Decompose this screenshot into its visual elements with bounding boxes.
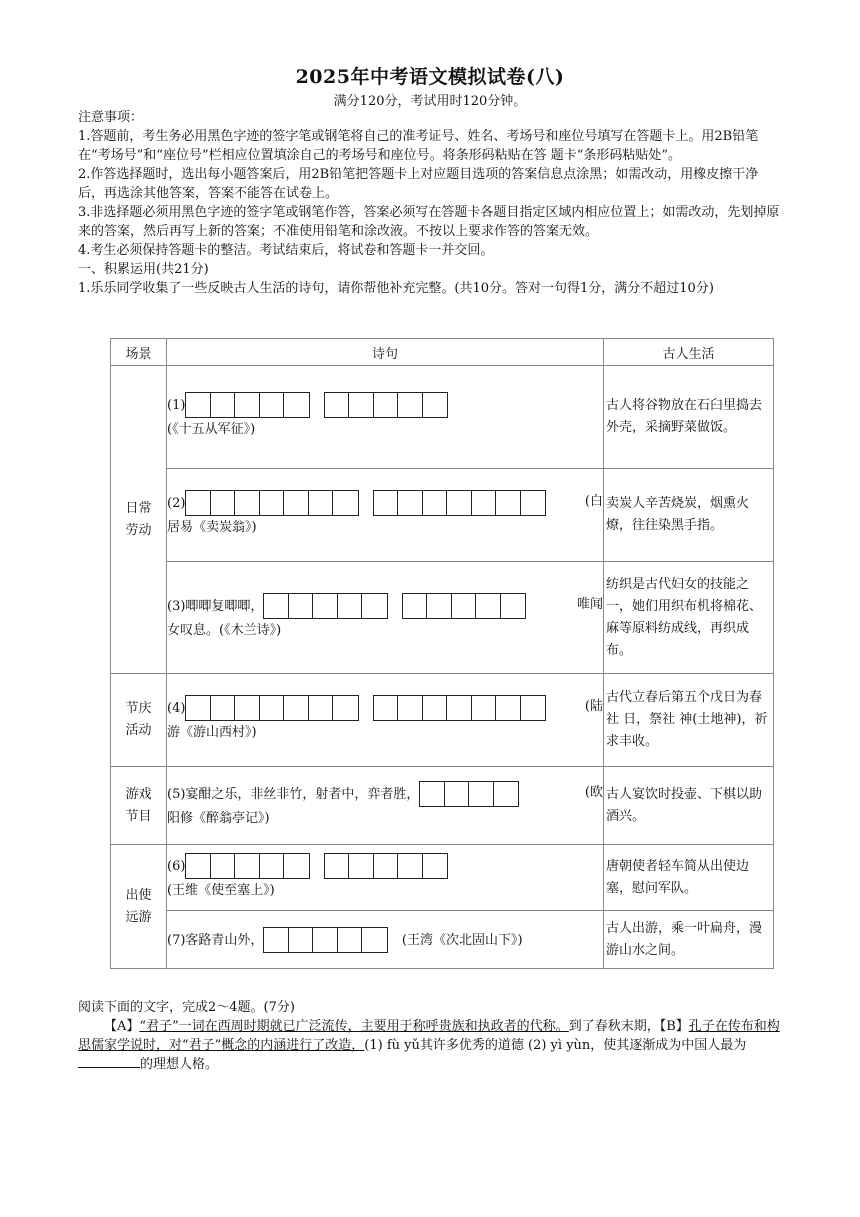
answer-boxes[interactable] (373, 490, 547, 516)
exam-subtitle: 满分120分，考试用时120分钟。 (333, 94, 527, 109)
question-1-prompt: 1.乐乐同学收集了一些反映古人生活的诗句，请你帮他补充完整。(共10分。答对一句得1分，满分不超过10分) (78, 281, 714, 296)
answer-boxes[interactable] (324, 853, 449, 879)
answer-boxes[interactable] (185, 853, 310, 879)
poem-cell-6: (6) (王维《使至塞上》) (167, 845, 604, 911)
header-poem: 诗句 (167, 339, 604, 366)
answer-boxes[interactable] (185, 490, 359, 516)
life-cell-2: 卖炭人辛苦烧炭，烟熏火燎，往往染黑手指。 (604, 469, 774, 562)
note-item: 3.非选择题必须用黑色字迹的签字笔或钢笔作答，答案必须写在答题卡各题目指定区域内相应位置上；如需改动，先划掉原来的答案，然后再写上新的答案；不准使用铅笔和涂改液。不按以上要求作答的答案无效。 (78, 205, 780, 239)
poem-cell-4: (4) (陆 游《游山西村》) (167, 674, 604, 767)
answer-boxes[interactable] (373, 695, 547, 721)
header-life: 古人生活 (604, 339, 774, 366)
poem-cell-2: (2) (白 居易《卖炭翁》) (167, 469, 604, 562)
reading-passage: 【A】“君子”一词在西周时期就已广泛流传，主要用于称呼贵族和执政者的代称。到了春秋末期，【B】孔子在传布和构思儒家学说时，对“君子”概念的内涵进行了改造，(1) fù yǔ其许多优秀的道德 (2) yì yùn，使其逐渐成为中国人最为的理想人格。 (78, 1019, 780, 1072)
poem-cell-5: (5)宴酣之乐，非丝非竹，射者中，弈者胜， (欧 阳修《醉翁亭记》) (167, 767, 604, 845)
answer-boxes[interactable] (185, 392, 310, 418)
reading-section (78, 998, 782, 1074)
fill-blank[interactable] (78, 1055, 140, 1068)
life-cell-5: 古人宴饮时投壶、下棋以助酒兴。 (604, 767, 774, 845)
life-cell-7: 古人出游，乘一叶扁舟，漫游山水之间。 (604, 911, 774, 969)
note-item: 4.考生必须保持答题卡的整洁。考试结束后，将试卷和答题卡一并交回。 (78, 243, 494, 258)
exam-instructions (78, 108, 782, 298)
label-b: 【B】 (659, 1019, 689, 1034)
poem-cell-3: (3)唧唧复唧唧， 唯闻 女叹息。(《木兰诗》) (167, 562, 604, 674)
answer-boxes[interactable] (324, 392, 449, 418)
answer-boxes[interactable] (419, 781, 519, 807)
answer-boxes[interactable] (263, 593, 388, 619)
label-a: 【A】 (104, 1019, 140, 1034)
underlined-sentence-b: 孔子在传布和构思儒家学说时，对“君子”概念的内涵进行了改造， (78, 1019, 780, 1053)
poem-cell-7: (7)客路青山外， (王湾《次北固山下》) (167, 911, 604, 969)
scene-festival: 节庆活动 (111, 674, 167, 767)
reading-intro: 阅读下面的文字，完成2～4题。(7分) (78, 1000, 295, 1015)
answer-boxes[interactable] (185, 695, 359, 721)
header-scene: 场景 (111, 339, 167, 366)
life-cell-6: 唐朝使者轻车简从出使边塞，慰问军队。 (604, 845, 774, 911)
life-cell-3: 纺织是古代妇女的技能之一，她们用织布机将棉花、麻等原料纺成线，再织成布。 (604, 562, 774, 674)
note-item: 2.作答选择题时，选出每小题答案后，用2B铅笔把答题卡上对应题目选项的答案信息点涂黑；如需改动，用橡皮擦干净后，再选涂其他答案，答案不能答在试卷上。 (78, 167, 759, 201)
scene-daily-labor: 日常劳动 (111, 366, 167, 674)
notes-heading: 注意事项： (78, 110, 144, 125)
exam-title: 2025年中考语文模拟试卷(八) (295, 66, 565, 88)
underlined-sentence-a: “君子”一词在西周时期就已广泛流传，主要用于称呼贵族和执政者的代称。 (139, 1019, 569, 1034)
poem-cell-1: (1) (《十五从军征》) (167, 366, 604, 469)
life-cell-4: 古代立春后第五个戊日为春 社 日，祭社 神(土地神)，祈求丰收。 (604, 674, 774, 767)
answer-boxes[interactable] (402, 593, 527, 619)
life-cell-1: 古人将谷物放在石臼里捣去外壳，采摘野菜做饭。 (604, 366, 774, 469)
section-heading: 一、积累运用(共21分) (78, 262, 209, 277)
scene-travel: 出使远游 (111, 845, 167, 969)
answer-boxes[interactable] (263, 927, 388, 953)
note-item: 1.答题前，考生务必用黑色字迹的签字笔或钢笔将自己的准考证号、姓名、考场号和座位号填写在答题卡上。用2B铅笔在“考场号”和“座位号”栏相应位置填涂自己的考场号和座位号。将条形码粘贴在答 题卡“条形码粘贴处”。 (78, 129, 759, 163)
poem-table (110, 338, 774, 969)
scene-games: 游戏节目 (111, 767, 167, 845)
